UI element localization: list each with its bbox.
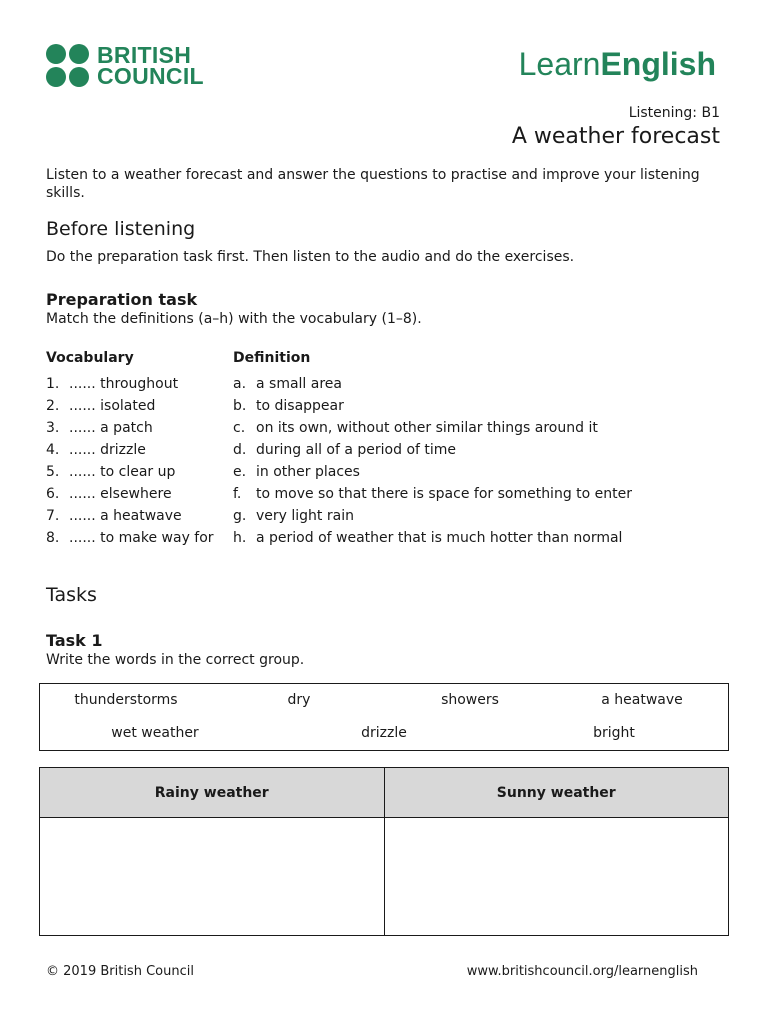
- rainy-weather-header: Rainy weather: [40, 768, 385, 818]
- definition-header: Definition: [233, 350, 311, 366]
- definition-item: h. a period of weather that is much hotter than normal: [233, 530, 623, 546]
- word-item: dry: [287, 692, 311, 708]
- definition-item: c. on its own, without other similar things around it: [233, 420, 598, 436]
- rainy-weather-answer-cell[interactable]: [40, 818, 385, 936]
- vocab-item: 7. ...... a heatwave: [46, 508, 182, 524]
- grouping-table: [39, 767, 729, 936]
- vocab-item: 5. ...... to clear up: [46, 464, 176, 480]
- task1-heading: Task 1: [46, 631, 103, 650]
- logo-dots-icon: [46, 44, 89, 87]
- definition-item: d. during all of a period of time: [233, 442, 457, 458]
- word-item: thunderstorms: [74, 692, 178, 708]
- vocab-item: 8. ...... to make way for: [46, 530, 214, 546]
- word-item: drizzle: [361, 725, 407, 741]
- vocabulary-header: Vocabulary: [46, 350, 134, 366]
- vocab-item: 6. ...... elsewhere: [46, 486, 172, 502]
- vocab-item: 1. ...... throughout: [46, 376, 179, 392]
- preparation-task-heading: Preparation task: [46, 290, 198, 309]
- word-item: showers: [441, 692, 499, 708]
- definition-item: g. very light rain: [233, 508, 354, 524]
- vocab-item: 2. ...... isolated: [46, 398, 156, 414]
- definition-item: f. to move so that there is space for something to enter: [233, 486, 633, 502]
- word-item: a heatwave: [601, 692, 683, 708]
- sunny-weather-answer-cell[interactable]: [384, 818, 729, 936]
- footer-url[interactable]: www.britishcouncil.org/learnenglish: [466, 964, 698, 979]
- before-listening-heading: Before listening: [46, 218, 196, 240]
- vocab-item: 4. ...... drizzle: [46, 442, 146, 458]
- learnenglish-logo: LearnEnglish: [518, 46, 716, 82]
- definition-item: e. in other places: [233, 464, 360, 480]
- word-item: bright: [593, 725, 635, 741]
- word-box: [39, 683, 729, 751]
- vocabulary-list: [46, 373, 214, 549]
- preparation-instruction: Match the definitions (a–h) with the vocabulary (1–8).: [46, 311, 422, 327]
- logo-wordmark: BRITISH COUNCIL: [97, 41, 204, 89]
- before-listening-text: Do the preparation task first. Then listen to the audio and do the exercises.: [46, 249, 575, 265]
- level-label: Listening: B1: [628, 105, 720, 121]
- page-title: A weather forecast: [511, 124, 720, 149]
- british-council-logo: [46, 41, 204, 89]
- tasks-heading: Tasks: [46, 584, 97, 606]
- sunny-weather-header: Sunny weather: [384, 768, 729, 818]
- definition-item: a. a small area: [233, 376, 342, 392]
- intro-text: Listen to a weather forecast and answer the questions to practise and improve your listening skills.: [46, 167, 700, 201]
- vocab-item: 3. ...... a patch: [46, 420, 153, 436]
- task1-instruction: Write the words in the correct group.: [46, 652, 305, 668]
- word-item: wet weather: [111, 725, 199, 741]
- footer-copyright: © 2019 British Council: [46, 964, 194, 979]
- definition-item: b. to disappear: [233, 398, 344, 414]
- definition-list: [233, 373, 632, 549]
